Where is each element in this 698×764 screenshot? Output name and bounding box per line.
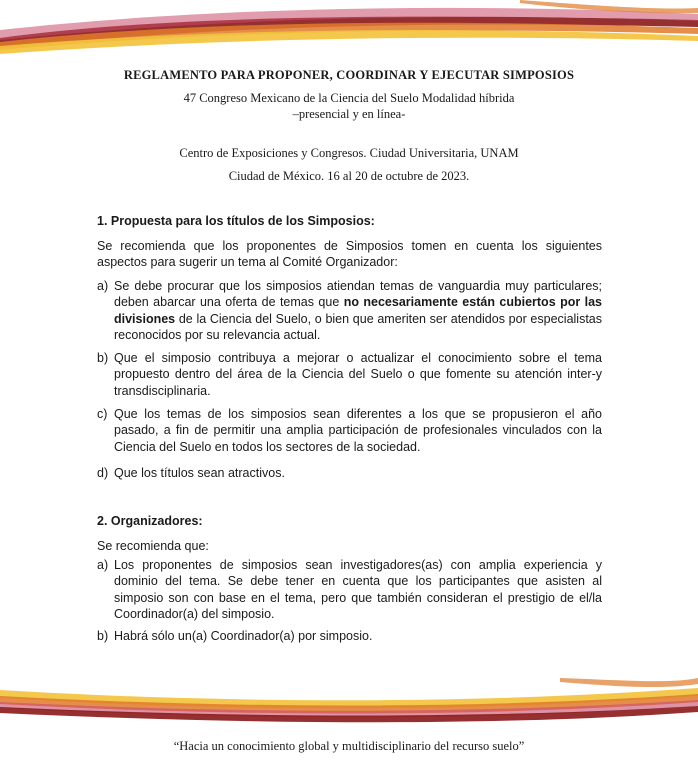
section-2-heading: 2. Organizadores: <box>97 514 203 528</box>
item-a-text-bold: no necesariamente están cubiertos por las divisiones <box>114 295 602 326</box>
congress-modality: –presencial y en línea- <box>292 107 406 121</box>
section-1-intro: Se recomienda que los proponentes de Simposios tomen en cuenta los siguientes aspectos para sugerir un tema al Comité Organizador: <box>97 239 602 270</box>
section-1-item-a <box>97 278 602 343</box>
footer-quote: “Hacia un conocimiento global y multidisciplinario del recurso suelo” <box>173 739 525 753</box>
item-c-text: Que los temas de los simposios sean diferentes a los que se propusieron el año pasado, a fin de permitir una amplia participación de profesionales vinculados con la Ciencia del Suelo en todos los sectores de la sociedad. <box>114 407 602 454</box>
document-title: REGLAMENTO PARA PROPONER, COORDINAR Y EJECUTAR SIMPOSIOS <box>123 68 575 82</box>
top-banner-decoration <box>0 0 698 56</box>
list-marker: a) <box>97 558 109 572</box>
list-marker: b) <box>97 351 109 365</box>
section-1-item-b <box>97 350 602 399</box>
congress-dates: Ciudad de México. 16 al 20 de octubre de 2023. <box>228 169 470 183</box>
section-2-item-a-text: Los proponentes de simposios sean investigadores(as) con amplia experiencia y dominio del tema. Se debe tener en cuenta que los participantes que asisten al simposio son con base en el tema, pero que también consideran el prestigio de el/la Coordinador(a) del simposio. <box>114 558 602 621</box>
section-1-heading: 1. Propuesta para los títulos de los Simposios: <box>97 214 375 228</box>
section-1-item-c <box>97 406 602 455</box>
congress-name: 47 Congreso Mexicano de la Ciencia del Suelo Modalidad híbrida <box>183 91 515 105</box>
item-a-text-after: de la Ciencia del Suelo, o bien que ameriten ser atendidos por especialistas reconocidos por su relevancia actual. <box>114 311 602 342</box>
congress-venue: Centro de Exposiciones y Congresos. Ciudad Universitaria, UNAM <box>179 146 519 160</box>
section-2-intro: Se recomienda que: <box>97 539 209 553</box>
item-b-text: Que el simposio contribuya a mejorar o actualizar el conocimiento sobre el tema propuesto dentro del área de la Ciencia del Suelo o que fomente su atención inter-y transdisciplinaria. <box>114 351 602 398</box>
item-a-text-before: Se debe procurar que los simposios atiendan temas de vanguardia muy particulares; deben abarcar una oferta de temas que <box>114 279 602 310</box>
section-2-item-b-text: Habrá sólo un(a) Coordinador(a) por simposio. <box>114 629 373 643</box>
bottom-banner-decoration <box>0 676 698 728</box>
item-d-text: Que los títulos sean atractivos. <box>114 466 285 480</box>
list-marker: c) <box>97 407 108 421</box>
section-2-item-a <box>97 557 602 622</box>
list-marker: b) <box>97 629 109 643</box>
section-1-item-d <box>97 465 602 481</box>
section-2-item-b <box>97 628 602 644</box>
list-marker: a) <box>97 279 109 293</box>
list-marker: d) <box>97 466 109 480</box>
